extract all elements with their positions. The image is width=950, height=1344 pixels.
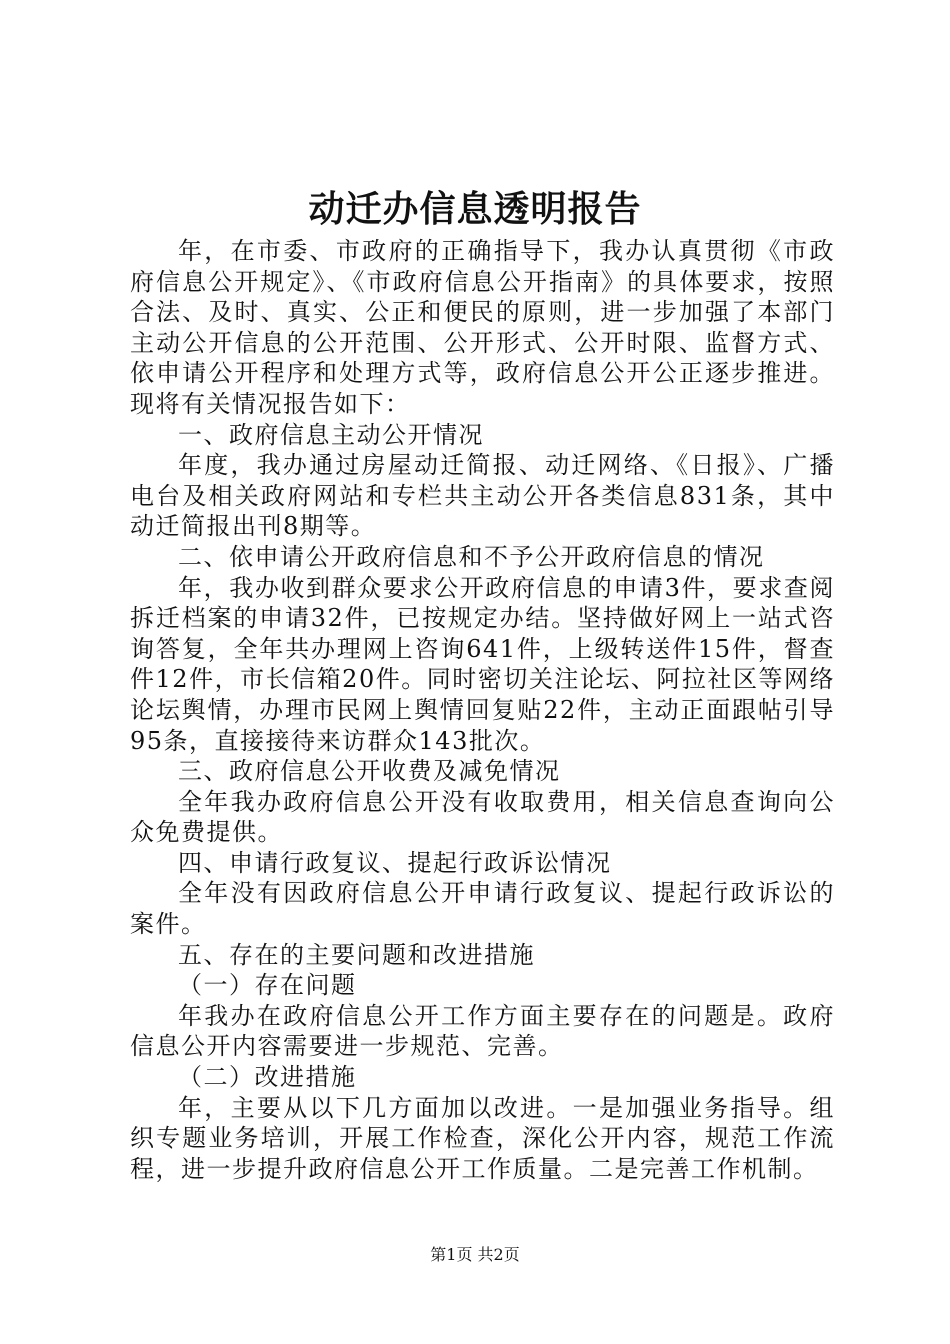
intro-paragraph: 年，在市委、市政府的正确指导下，我办认真贯彻《市政府信息公开规定》、《市政府信息公开指南》的具体要求，按照合法、及时、真实、公正和便民的原则，进一步加强了本部门主动公开信息的公开范围、公开形式、公开时限、监督方式、依申请公开程序和处理方式等，政府信息公开公正逐步推进。现将有关情况报告如下： [130,237,835,418]
section-text-3: 全年我办政府信息公开没有收取费用，相关信息查询向公众免费提供。 [130,787,835,847]
subsection-text-problems: 年我办在政府信息公开工作方面主要存在的问题是。政府信息公开内容需要进一步规范、完善。 [130,1001,835,1061]
page-number-footer: 第1页 共2页 [430,1245,520,1264]
section-text-1: 年度，我办通过房屋动迁简报、动迁网络、《日报》、广播电台及相关政府网站和专栏共主动公开各类信息831条，其中动迁简报出刊8期等。 [130,451,835,541]
section-heading-2: 二、依申请公开政府信息和不予公开政府信息的情况 [178,542,765,571]
subsection-heading-improvements: （二）改进措施 [178,1063,357,1092]
section-heading-5: 五、存在的主要问题和改进措施 [178,940,535,969]
document-body [130,236,835,1184]
section-heading-1: 一、政府信息主动公开情况 [178,420,484,449]
section-text-2: 年，我办收到群众要求公开政府信息的申请3件，要求查阅拆迁档案的申请32件，已按规定办结。坚持做好网上一站式咨询答复，全年共办理网上咨询641件，上级转送件15件，督查件12件，市长信箱20件。同时密切关注论坛、阿拉社区等网络论坛舆情，办理市民网上舆情回复贴22件，主动正面跟帖引导95条，直接接待来访群众143批次。 [130,573,835,755]
document-title: 动迁办信息透明报告 [308,188,642,230]
section-heading-3: 三、政府信息公开收费及减免情况 [178,757,561,786]
subsection-text-improvements: 年，主要从以下几方面加以改进。一是加强业务指导。组织专题业务培训，开展工作检查，深化公开内容，规范工作流程，进一步提升政府信息公开工作质量。二是完善工作机制。 [130,1093,835,1183]
section-text-4: 全年没有因政府信息公开申请行政复议、提起行政诉讼的案件。 [130,879,835,939]
section-heading-4: 四、申请行政复议、提起行政诉讼情况 [178,848,612,877]
subsection-heading-problems: （一）存在问题 [178,971,357,1000]
